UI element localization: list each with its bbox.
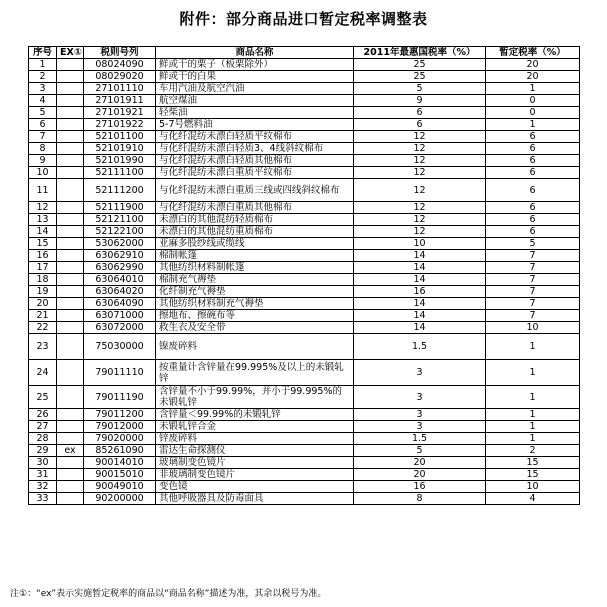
cell-ex bbox=[57, 226, 84, 238]
cell-mfn-rate: 14 bbox=[354, 262, 486, 274]
cell-mfn-rate: 12 bbox=[354, 167, 486, 179]
cell-seq: 1 bbox=[29, 59, 57, 71]
cell-ex bbox=[57, 334, 84, 360]
cell-seq: 8 bbox=[29, 143, 57, 155]
cell-code: 08024090 bbox=[84, 59, 156, 71]
cell-temp-rate: 7 bbox=[486, 274, 580, 286]
cell-temp-rate: 6 bbox=[486, 167, 580, 179]
cell-mfn-rate: 12 bbox=[354, 226, 486, 238]
table-row bbox=[29, 143, 580, 155]
cell-name: 轻柴油 bbox=[156, 107, 354, 119]
cell-seq: 3 bbox=[29, 83, 57, 95]
cell-ex bbox=[57, 250, 84, 262]
cell-code: 75030000 bbox=[84, 334, 156, 360]
cell-ex bbox=[57, 179, 84, 202]
cell-name: 擦地布、擦碗布等 bbox=[156, 310, 354, 322]
cell-mfn-rate: 14 bbox=[354, 250, 486, 262]
cell-temp-rate: 20 bbox=[486, 71, 580, 83]
cell-temp-rate: 1 bbox=[486, 409, 580, 421]
cell-temp-rate: 0 bbox=[486, 95, 580, 107]
cell-code: 27101922 bbox=[84, 119, 156, 131]
cell-name: 与化纤混纺未漂白重质三线或四线斜纹棉布 bbox=[156, 179, 354, 202]
cell-mfn-rate: 20 bbox=[354, 457, 486, 469]
cell-temp-rate: 7 bbox=[486, 262, 580, 274]
table-row bbox=[29, 421, 580, 433]
cell-temp-rate: 10 bbox=[486, 481, 580, 493]
cell-temp-rate: 1 bbox=[486, 334, 580, 360]
table-row bbox=[29, 59, 580, 71]
header-seq: 序号 bbox=[29, 47, 57, 59]
cell-temp-rate: 6 bbox=[486, 179, 580, 202]
cell-name: 亚麻多股纱线或缆线 bbox=[156, 238, 354, 250]
cell-code: 79011190 bbox=[84, 386, 156, 409]
table-row bbox=[29, 386, 580, 409]
cell-seq: 25 bbox=[29, 386, 57, 409]
table-row bbox=[29, 274, 580, 286]
table-row bbox=[29, 493, 580, 505]
cell-ex bbox=[57, 469, 84, 481]
cell-mfn-rate: 14 bbox=[354, 310, 486, 322]
cell-name: 雷达生命探测仪 bbox=[156, 445, 354, 457]
table-row bbox=[29, 322, 580, 334]
table-row bbox=[29, 433, 580, 445]
cell-code: 27101921 bbox=[84, 107, 156, 119]
cell-name: 5-7号燃料油 bbox=[156, 119, 354, 131]
cell-seq: 22 bbox=[29, 322, 57, 334]
cell-mfn-rate: 1.5 bbox=[354, 334, 486, 360]
table-body bbox=[29, 59, 580, 505]
cell-temp-rate: 10 bbox=[486, 322, 580, 334]
cell-temp-rate: 6 bbox=[486, 131, 580, 143]
cell-ex bbox=[57, 409, 84, 421]
cell-temp-rate: 7 bbox=[486, 286, 580, 298]
cell-code: 79011110 bbox=[84, 360, 156, 386]
cell-name: 非玻璃制变色镜片 bbox=[156, 469, 354, 481]
cell-seq: 17 bbox=[29, 262, 57, 274]
cell-seq: 9 bbox=[29, 155, 57, 167]
cell-seq: 19 bbox=[29, 286, 57, 298]
cell-seq: 10 bbox=[29, 167, 57, 179]
cell-code: 63071000 bbox=[84, 310, 156, 322]
cell-mfn-rate: 12 bbox=[354, 179, 486, 202]
cell-mfn-rate: 3 bbox=[354, 386, 486, 409]
cell-name: 含锌量＜99.99%的未锻轧锌 bbox=[156, 409, 354, 421]
cell-name: 与化纤混纺未漂白重质平纹棉布 bbox=[156, 167, 354, 179]
cell-temp-rate: 1 bbox=[486, 433, 580, 445]
cell-ex bbox=[57, 322, 84, 334]
cell-temp-rate: 1 bbox=[486, 386, 580, 409]
cell-temp-rate: 20 bbox=[486, 59, 580, 71]
table-row bbox=[29, 298, 580, 310]
cell-ex bbox=[57, 310, 84, 322]
cell-ex bbox=[57, 107, 84, 119]
table-row bbox=[29, 131, 580, 143]
cell-temp-rate: 15 bbox=[486, 469, 580, 481]
cell-ex bbox=[57, 131, 84, 143]
cell-name: 未锻轧锌合金 bbox=[156, 421, 354, 433]
cell-seq: 11 bbox=[29, 179, 57, 202]
cell-name: 棉制帐篷 bbox=[156, 250, 354, 262]
header-mfn-rate: 2011年最惠国税率（%） bbox=[354, 47, 486, 59]
cell-seq: 21 bbox=[29, 310, 57, 322]
cell-code: 63064020 bbox=[84, 286, 156, 298]
cell-temp-rate: 15 bbox=[486, 457, 580, 469]
cell-ex bbox=[57, 143, 84, 155]
table-row bbox=[29, 202, 580, 214]
cell-seq: 23 bbox=[29, 334, 57, 360]
cell-mfn-rate: 8 bbox=[354, 493, 486, 505]
table-row bbox=[29, 310, 580, 322]
cell-temp-rate: 5 bbox=[486, 238, 580, 250]
table-row bbox=[29, 445, 580, 457]
cell-code: 79012000 bbox=[84, 421, 156, 433]
cell-mfn-rate: 9 bbox=[354, 95, 486, 107]
cell-mfn-rate: 25 bbox=[354, 59, 486, 71]
table-row bbox=[29, 226, 580, 238]
cell-seq: 6 bbox=[29, 119, 57, 131]
cell-mfn-rate: 12 bbox=[354, 214, 486, 226]
header-temp-rate: 暂定税率（%） bbox=[486, 47, 580, 59]
cell-code: 90015010 bbox=[84, 469, 156, 481]
cell-mfn-rate: 14 bbox=[354, 274, 486, 286]
table-row bbox=[29, 360, 580, 386]
table-row bbox=[29, 95, 580, 107]
cell-ex bbox=[57, 167, 84, 179]
cell-name: 航空煤油 bbox=[156, 95, 354, 107]
cell-mfn-rate: 3 bbox=[354, 409, 486, 421]
tariff-table bbox=[28, 46, 580, 505]
cell-code: 53062000 bbox=[84, 238, 156, 250]
table-row bbox=[29, 179, 580, 202]
cell-code: 52122100 bbox=[84, 226, 156, 238]
table-row bbox=[29, 334, 580, 360]
cell-mfn-rate: 12 bbox=[354, 155, 486, 167]
cell-code: 08029020 bbox=[84, 71, 156, 83]
cell-temp-rate: 7 bbox=[486, 250, 580, 262]
cell-name: 化纤制充气褥垫 bbox=[156, 286, 354, 298]
cell-name: 救生衣及安全带 bbox=[156, 322, 354, 334]
cell-code: 63064090 bbox=[84, 298, 156, 310]
cell-code: 52111100 bbox=[84, 167, 156, 179]
cell-ex bbox=[57, 493, 84, 505]
cell-temp-rate: 4 bbox=[486, 493, 580, 505]
cell-mfn-rate: 3 bbox=[354, 421, 486, 433]
cell-code: 90200000 bbox=[84, 493, 156, 505]
cell-seq: 5 bbox=[29, 107, 57, 119]
cell-seq: 15 bbox=[29, 238, 57, 250]
table-row bbox=[29, 238, 580, 250]
cell-code: 63062910 bbox=[84, 250, 156, 262]
cell-seq: 27 bbox=[29, 421, 57, 433]
cell-code: 79020000 bbox=[84, 433, 156, 445]
cell-name: 锌废碎料 bbox=[156, 433, 354, 445]
table-row bbox=[29, 167, 580, 179]
cell-ex bbox=[57, 238, 84, 250]
cell-seq: 4 bbox=[29, 95, 57, 107]
cell-seq: 13 bbox=[29, 214, 57, 226]
table-row bbox=[29, 250, 580, 262]
cell-temp-rate: 1 bbox=[486, 360, 580, 386]
cell-temp-rate: 6 bbox=[486, 226, 580, 238]
cell-name: 未漂白的其他混纺轻质棉布 bbox=[156, 214, 354, 226]
cell-ex bbox=[57, 421, 84, 433]
cell-ex bbox=[57, 119, 84, 131]
cell-ex bbox=[57, 481, 84, 493]
cell-ex bbox=[57, 214, 84, 226]
table-row bbox=[29, 107, 580, 119]
cell-code: 85261090 bbox=[84, 445, 156, 457]
cell-name: 其他纺织材料制充气褥垫 bbox=[156, 298, 354, 310]
cell-code: 90014010 bbox=[84, 457, 156, 469]
cell-ex bbox=[57, 95, 84, 107]
cell-code: 79011200 bbox=[84, 409, 156, 421]
cell-temp-rate: 1 bbox=[486, 421, 580, 433]
cell-temp-rate: 1 bbox=[486, 83, 580, 95]
cell-ex bbox=[57, 155, 84, 167]
cell-code: 52101990 bbox=[84, 155, 156, 167]
table-row bbox=[29, 119, 580, 131]
cell-code: 90049010 bbox=[84, 481, 156, 493]
cell-name: 按重量计含锌量在99.995%及以上的未锻轧锌 bbox=[156, 360, 354, 386]
cell-ex bbox=[57, 433, 84, 445]
cell-ex: ex bbox=[57, 445, 84, 457]
cell-seq: 7 bbox=[29, 131, 57, 143]
cell-seq: 26 bbox=[29, 409, 57, 421]
cell-ex bbox=[57, 457, 84, 469]
cell-name: 车用汽油及航空汽油 bbox=[156, 83, 354, 95]
cell-name: 变色镜 bbox=[156, 481, 354, 493]
cell-name: 其他呼吸器具及防毒面具 bbox=[156, 493, 354, 505]
cell-ex bbox=[57, 298, 84, 310]
table-row bbox=[29, 83, 580, 95]
cell-mfn-rate: 12 bbox=[354, 131, 486, 143]
cell-code: 63062990 bbox=[84, 262, 156, 274]
document-title: 附件：部分商品进口暂定税率调整表 bbox=[179, 10, 428, 28]
table-row bbox=[29, 457, 580, 469]
cell-ex bbox=[57, 83, 84, 95]
cell-temp-rate: 2 bbox=[486, 445, 580, 457]
cell-name: 未漂白的其他混纺重质棉布 bbox=[156, 226, 354, 238]
cell-mfn-rate: 3 bbox=[354, 360, 486, 386]
cell-name: 棉制充气褥垫 bbox=[156, 274, 354, 286]
cell-seq: 30 bbox=[29, 457, 57, 469]
cell-mfn-rate: 20 bbox=[354, 469, 486, 481]
cell-ex bbox=[57, 386, 84, 409]
cell-mfn-rate: 1.5 bbox=[354, 433, 486, 445]
cell-mfn-rate: 10 bbox=[354, 238, 486, 250]
table-row bbox=[29, 469, 580, 481]
header-ex: EX① bbox=[57, 47, 84, 59]
cell-ex bbox=[57, 71, 84, 83]
cell-seq: 33 bbox=[29, 493, 57, 505]
cell-mfn-rate: 14 bbox=[354, 322, 486, 334]
cell-temp-rate: 0 bbox=[486, 107, 580, 119]
cell-code: 52101100 bbox=[84, 131, 156, 143]
cell-name: 鲜或干的栗子（板栗除外） bbox=[156, 59, 354, 71]
cell-temp-rate: 7 bbox=[486, 310, 580, 322]
table-row bbox=[29, 155, 580, 167]
cell-name: 与化纤混纺未漂白轻质其他棉布 bbox=[156, 155, 354, 167]
cell-mfn-rate: 25 bbox=[354, 71, 486, 83]
table-row bbox=[29, 214, 580, 226]
cell-mfn-rate: 12 bbox=[354, 143, 486, 155]
cell-mfn-rate: 6 bbox=[354, 119, 486, 131]
cell-temp-rate: 6 bbox=[486, 202, 580, 214]
cell-seq: 32 bbox=[29, 481, 57, 493]
cell-ex bbox=[57, 262, 84, 274]
cell-name: 玻璃制变色镜片 bbox=[156, 457, 354, 469]
cell-mfn-rate: 14 bbox=[354, 298, 486, 310]
cell-mfn-rate: 5 bbox=[354, 83, 486, 95]
cell-ex bbox=[57, 360, 84, 386]
cell-seq: 31 bbox=[29, 469, 57, 481]
footnote: 注①：“ex”表示实施暂定税率的商品以“商品名称”描述为准，其余以税号为准。 bbox=[10, 589, 327, 599]
cell-code: 27101911 bbox=[84, 95, 156, 107]
cell-temp-rate: 1 bbox=[486, 119, 580, 131]
cell-temp-rate: 6 bbox=[486, 214, 580, 226]
cell-mfn-rate: 16 bbox=[354, 286, 486, 298]
cell-seq: 28 bbox=[29, 433, 57, 445]
header-code: 税则号列 bbox=[84, 47, 156, 59]
cell-temp-rate: 6 bbox=[486, 155, 580, 167]
cell-code: 27101110 bbox=[84, 83, 156, 95]
cell-code: 52101910 bbox=[84, 143, 156, 155]
cell-temp-rate: 6 bbox=[486, 143, 580, 155]
cell-mfn-rate: 6 bbox=[354, 107, 486, 119]
cell-ex bbox=[57, 274, 84, 286]
cell-seq: 20 bbox=[29, 298, 57, 310]
cell-mfn-rate: 16 bbox=[354, 481, 486, 493]
cell-name: 与化纤混纺未漂白轻质平纹棉布 bbox=[156, 131, 354, 143]
cell-seq: 12 bbox=[29, 202, 57, 214]
table-header-row bbox=[29, 47, 580, 59]
table-row bbox=[29, 262, 580, 274]
cell-seq: 29 bbox=[29, 445, 57, 457]
cell-name: 与化纤混纺未漂白重质其他棉布 bbox=[156, 202, 354, 214]
cell-name: 鲜或干的白果 bbox=[156, 71, 354, 83]
cell-code: 52121100 bbox=[84, 214, 156, 226]
table-row bbox=[29, 286, 580, 298]
cell-name: 与化纤混纺未漂白轻质3、4线斜纹棉布 bbox=[156, 143, 354, 155]
cell-ex bbox=[57, 286, 84, 298]
cell-seq: 18 bbox=[29, 274, 57, 286]
table-row bbox=[29, 481, 580, 493]
cell-code: 63072000 bbox=[84, 322, 156, 334]
cell-name: 镍废碎料 bbox=[156, 334, 354, 360]
header-name: 商品名称 bbox=[156, 47, 354, 59]
cell-seq: 14 bbox=[29, 226, 57, 238]
cell-code: 52111900 bbox=[84, 202, 156, 214]
cell-seq: 24 bbox=[29, 360, 57, 386]
cell-seq: 2 bbox=[29, 71, 57, 83]
cell-mfn-rate: 12 bbox=[354, 202, 486, 214]
cell-name: 其他纺织材料制帐篷 bbox=[156, 262, 354, 274]
table-row bbox=[29, 71, 580, 83]
cell-code: 52111200 bbox=[84, 179, 156, 202]
cell-ex bbox=[57, 202, 84, 214]
cell-mfn-rate: 5 bbox=[354, 445, 486, 457]
table-row bbox=[29, 409, 580, 421]
cell-seq: 16 bbox=[29, 250, 57, 262]
cell-ex bbox=[57, 59, 84, 71]
cell-code: 63064010 bbox=[84, 274, 156, 286]
cell-name: 含锌量不小于99.99%，并小于99.995%的未锻轧锌 bbox=[156, 386, 354, 409]
cell-temp-rate: 7 bbox=[486, 298, 580, 310]
